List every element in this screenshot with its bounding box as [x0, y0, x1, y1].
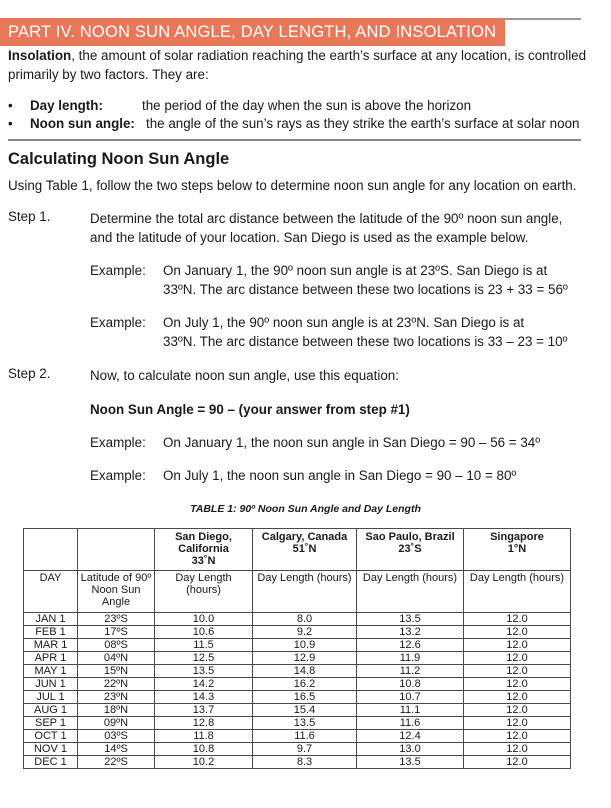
day-length-cell: 12.0 [464, 743, 571, 756]
day-length-cell: 10.6 [155, 626, 253, 639]
day-length-cell: 11.8 [155, 730, 253, 743]
day-length-cell: 12.0 [464, 756, 571, 769]
day-length-cell: 16.5 [253, 691, 357, 704]
bullet-definition: the angle of the sun’s rays as they strike the earth’s surface at solar noon [146, 116, 580, 131]
column-header-day-length: Day Length (hours) [155, 571, 253, 613]
day-length-cell: 13.5 [253, 717, 357, 730]
day-cell: APR 1 [24, 652, 78, 665]
day-length-cell: 12.5 [155, 652, 253, 665]
latitude-cell: 15ºN [78, 665, 155, 678]
intro-paragraph [8, 46, 588, 84]
table-row [24, 678, 571, 691]
section-divider [8, 139, 581, 141]
day-cell: DEC 1 [24, 756, 78, 769]
bullet-icon: • [8, 98, 13, 113]
part-banner: PART IV. NOON SUN ANGLE, DAY LENGTH, AND INSOLATION [0, 18, 505, 46]
day-length-cell: 13.5 [357, 756, 464, 769]
table-row [24, 665, 571, 678]
latitude-cell: 17ºS [78, 626, 155, 639]
latitude-cell: 04ºN [78, 652, 155, 665]
step1-label: Step 1. [8, 209, 51, 224]
day-cell: MAY 1 [24, 665, 78, 678]
day-length-cell: 13.2 [357, 626, 464, 639]
day-length-cell: 9.7 [253, 743, 357, 756]
column-header-day: DAY [24, 571, 78, 613]
column-header-day-length: Day Length (hours) [253, 571, 357, 613]
day-length-cell: 9.2 [253, 626, 357, 639]
latitude-cell: 22ºN [78, 678, 155, 691]
day-length-cell: 12.0 [464, 613, 571, 626]
day-length-cell: 12.4 [357, 730, 464, 743]
step1-example2-line1: On July 1, the 90º noon sun angle is at 23ºN. San Diego is at [163, 315, 525, 330]
column-header-day-length: Day Length (hours) [464, 571, 571, 613]
day-length-cell: 12.9 [253, 652, 357, 665]
day-length-cell: 14.2 [155, 678, 253, 691]
latitude-cell: 14ºS [78, 743, 155, 756]
day-length-cell: 12.0 [464, 678, 571, 691]
step1-example2-line2: 33ºN. The arc distance between these two locations is 33 – 23 = 10º [163, 334, 568, 349]
day-cell: MAR 1 [24, 639, 78, 652]
day-length-cell: 16.2 [253, 678, 357, 691]
day-length-cell: 8.0 [253, 613, 357, 626]
bullet-term: Noon sun angle: [30, 116, 135, 131]
day-length-cell: 12.8 [155, 717, 253, 730]
day-length-cell: 11.6 [357, 717, 464, 730]
day-length-cell: 11.1 [357, 704, 464, 717]
table-row [24, 652, 571, 665]
bullet-definition: the period of the day when the sun is above the horizon [142, 98, 472, 113]
step1-example1-line1: On January 1, the 90º noon sun angle is at 23ºS. San Diego is at [163, 263, 548, 278]
table-header-blank [24, 529, 78, 571]
step1-line1: Determine the total arc distance between the latitude of the 90º noon sun angle, [90, 211, 563, 226]
latitude-cell: 03ºS [78, 730, 155, 743]
day-length-cell: 11.9 [357, 652, 464, 665]
day-length-cell: 11.6 [253, 730, 357, 743]
table-row [24, 691, 571, 704]
noon-sun-angle-formula: Noon Sun Angle = 90 – (your answer from step #1) [90, 402, 410, 417]
intro-text: , the amount of solar radiation reaching the earth’s surface at any location, is controlled primarily by two factors. They are: [8, 48, 587, 82]
step1-line2: and the latitude of your location. San Diego is used as the example below. [90, 230, 529, 245]
day-length-cell: 12.0 [464, 665, 571, 678]
table-header-city: Calgary, Canada 51˚N [253, 529, 357, 571]
day-cell: JAN 1 [24, 613, 78, 626]
step1-example1-label: Example: [90, 263, 146, 278]
day-length-cell: 8.3 [253, 756, 357, 769]
table-row [24, 639, 571, 652]
table-row [24, 756, 571, 769]
table-row [24, 704, 571, 717]
day-cell: FEB 1 [24, 626, 78, 639]
day-length-cell: 15.4 [253, 704, 357, 717]
day-length-cell: 13.7 [155, 704, 253, 717]
step2-label: Step 2. [8, 366, 51, 381]
table-row [24, 743, 571, 756]
day-length-cell: 13.5 [357, 613, 464, 626]
day-cell: OCT 1 [24, 730, 78, 743]
column-header-day-length: Day Length (hours) [357, 571, 464, 613]
latitude-cell: 22ºS [78, 756, 155, 769]
day-length-cell: 10.8 [357, 678, 464, 691]
day-length-cell: 10.7 [357, 691, 464, 704]
step2-example1: On January 1, the noon sun angle in San Diego = 90 – 56 = 34º [163, 435, 541, 450]
step1-example1-line2: 33ºN. The arc distance between these two locations is 23 + 33 = 56º [163, 282, 568, 297]
day-length-cell: 12.0 [464, 704, 571, 717]
latitude-cell: 18ºN [78, 704, 155, 717]
day-length-cell: 11.2 [357, 665, 464, 678]
day-length-cell: 14.3 [155, 691, 253, 704]
day-length-cell: 12.0 [464, 652, 571, 665]
bullet-icon: • [8, 116, 13, 131]
table-caption: TABLE 1: 90º Noon Sun Angle and Day Length [190, 503, 421, 515]
table-header-city: Singapore 1°N [464, 529, 571, 571]
day-length-cell: 12.0 [464, 730, 571, 743]
day-length-cell: 14.8 [253, 665, 357, 678]
day-cell: AUG 1 [24, 704, 78, 717]
day-cell: JUL 1 [24, 691, 78, 704]
day-length-cell: 10.0 [155, 613, 253, 626]
section-title: Calculating Noon Sun Angle [8, 150, 230, 168]
step2-line1: Now, to calculate noon sun angle, use this equation: [90, 368, 399, 383]
day-cell: JUN 1 [24, 678, 78, 691]
day-cell: SEP 1 [24, 717, 78, 730]
day-length-cell: 10.9 [253, 639, 357, 652]
day-length-cell: 12.0 [464, 639, 571, 652]
table-row [24, 626, 571, 639]
day-length-cell: 11.5 [155, 639, 253, 652]
day-length-cell: 12.0 [464, 717, 571, 730]
step1-example2-label: Example: [90, 315, 146, 330]
day-length-cell: 12.6 [357, 639, 464, 652]
day-length-cell: 13.5 [155, 665, 253, 678]
step2-example1-label: Example: [90, 435, 146, 450]
bullet-term: Day length: [30, 98, 103, 113]
step2-example2: On July 1, the noon sun angle in San Diego = 90 – 10 = 80º [163, 468, 517, 483]
table-row [24, 613, 571, 626]
day-length-cell: 10.8 [155, 743, 253, 756]
banner-rule [505, 18, 581, 20]
latitude-cell: 23ºS [78, 613, 155, 626]
day-length-cell: 10.2 [155, 756, 253, 769]
step2-example2-label: Example: [90, 468, 146, 483]
table-body [24, 613, 571, 769]
table-row [24, 717, 571, 730]
day-length-table [23, 528, 571, 769]
column-header-latitude: Latitude of 90º Noon Sun Angle [78, 571, 155, 613]
table-header-blank [78, 529, 155, 571]
table-header-city: San Diego, California 33˚N [155, 529, 253, 571]
latitude-cell: 09ºN [78, 717, 155, 730]
latitude-cell: 08ºS [78, 639, 155, 652]
day-cell: NOV 1 [24, 743, 78, 756]
intro-term: Insolation [8, 48, 72, 63]
day-length-cell: 13.0 [357, 743, 464, 756]
table-row [24, 730, 571, 743]
latitude-cell: 23ºN [78, 691, 155, 704]
day-length-cell: 12.0 [464, 691, 571, 704]
table-header-city: Sao Paulo, Brazil 23˚S [357, 529, 464, 571]
section-lead: Using Table 1, follow the two steps below to determine noon sun angle for any location on earth. [8, 178, 577, 193]
day-length-cell: 12.0 [464, 626, 571, 639]
